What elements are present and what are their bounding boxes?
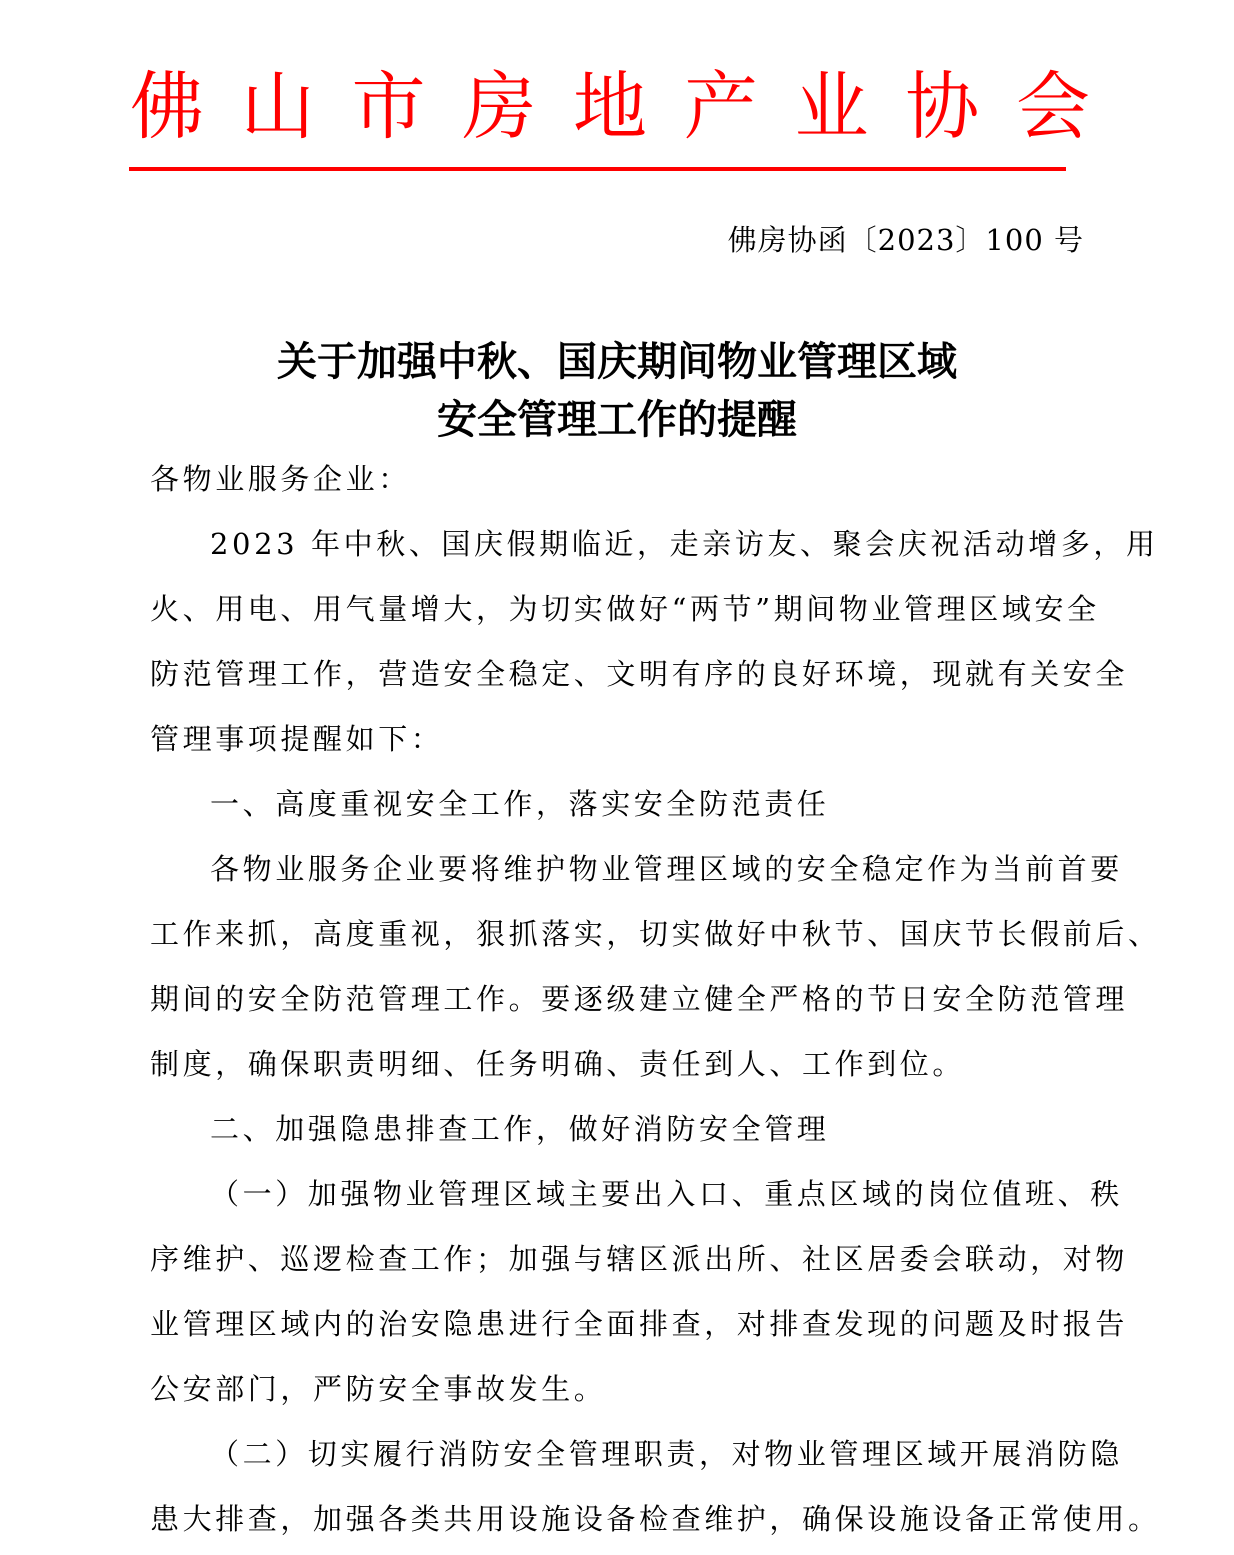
masthead-char: 地: [573, 64, 647, 150]
body-line: 管理事项提醒如下：: [150, 722, 444, 756]
red-header-rule: [129, 167, 1066, 171]
document-title-line-2: 安全管理工作的提醒: [437, 397, 797, 443]
document-number: 佛房协函〔2023〕100 号: [727, 223, 1084, 257]
body-line: 患大排查，加强各类共用设施设备检查维护，确保设施设备正常使用。: [150, 1502, 1161, 1536]
body-line: 火、用电、用气量增大，为切实做好“两节”期间物业管理区域安全: [150, 592, 1100, 626]
body-line: 工作来抓，高度重视，狠抓落实，切实做好中秋节、国庆节长假前后、: [150, 917, 1161, 951]
body-line: 业管理区域内的治安隐患进行全面排查，对排查发现的问题及时报告: [150, 1307, 1129, 1341]
body-line: 序维护、巡逻检查工作；加强与辖区派出所、社区居委会联动，对物: [150, 1242, 1129, 1276]
masthead-char: 产: [683, 64, 758, 150]
body-line: 2023 年中秋、国庆假期临近，走亲访友、聚会庆祝活动增多，用: [210, 527, 1159, 561]
body-line: 防范管理工作，营造安全稳定、文明有序的良好环境，现就有关安全: [150, 657, 1129, 691]
body-line: 公安部门，严防安全事故发生。: [150, 1372, 607, 1406]
masthead-char: 业: [794, 64, 869, 150]
document-title-line-1: 关于加强中秋、国庆期间物业管理区域: [277, 339, 957, 385]
document-body: [150, 447, 1161, 1552]
masthead-char: 会: [1016, 64, 1090, 150]
masthead-char: 山: [240, 64, 315, 150]
masthead-char: 房: [462, 64, 537, 150]
organization-masthead: [130, 62, 1090, 152]
masthead-char: 佛: [130, 64, 204, 150]
section-heading: 二、加强隐患排查工作，做好消防安全管理: [210, 1112, 830, 1146]
masthead-char: 市: [351, 64, 426, 150]
body-line: （一）加强物业管理区域主要出入口、重点区域的岗位值班、秩: [210, 1177, 1123, 1211]
body-line: 制度，确保职责明细、任务明确、责任到人、工作到位。: [150, 1047, 966, 1081]
body-line: 各物业服务企业要将维护物业管理区域的安全稳定作为当前首要: [210, 852, 1123, 886]
section-heading: 一、高度重视安全工作，落实安全防范责任: [210, 787, 830, 821]
body-line: 期间的安全防范管理工作。要逐级建立健全严格的节日安全防范管理: [150, 982, 1129, 1016]
salutation: 各物业服务企业：: [150, 462, 411, 496]
masthead-char: 协: [905, 64, 980, 150]
body-line: （二）切实履行消防安全管理职责，对物业管理区域开展消防隐: [210, 1437, 1123, 1471]
